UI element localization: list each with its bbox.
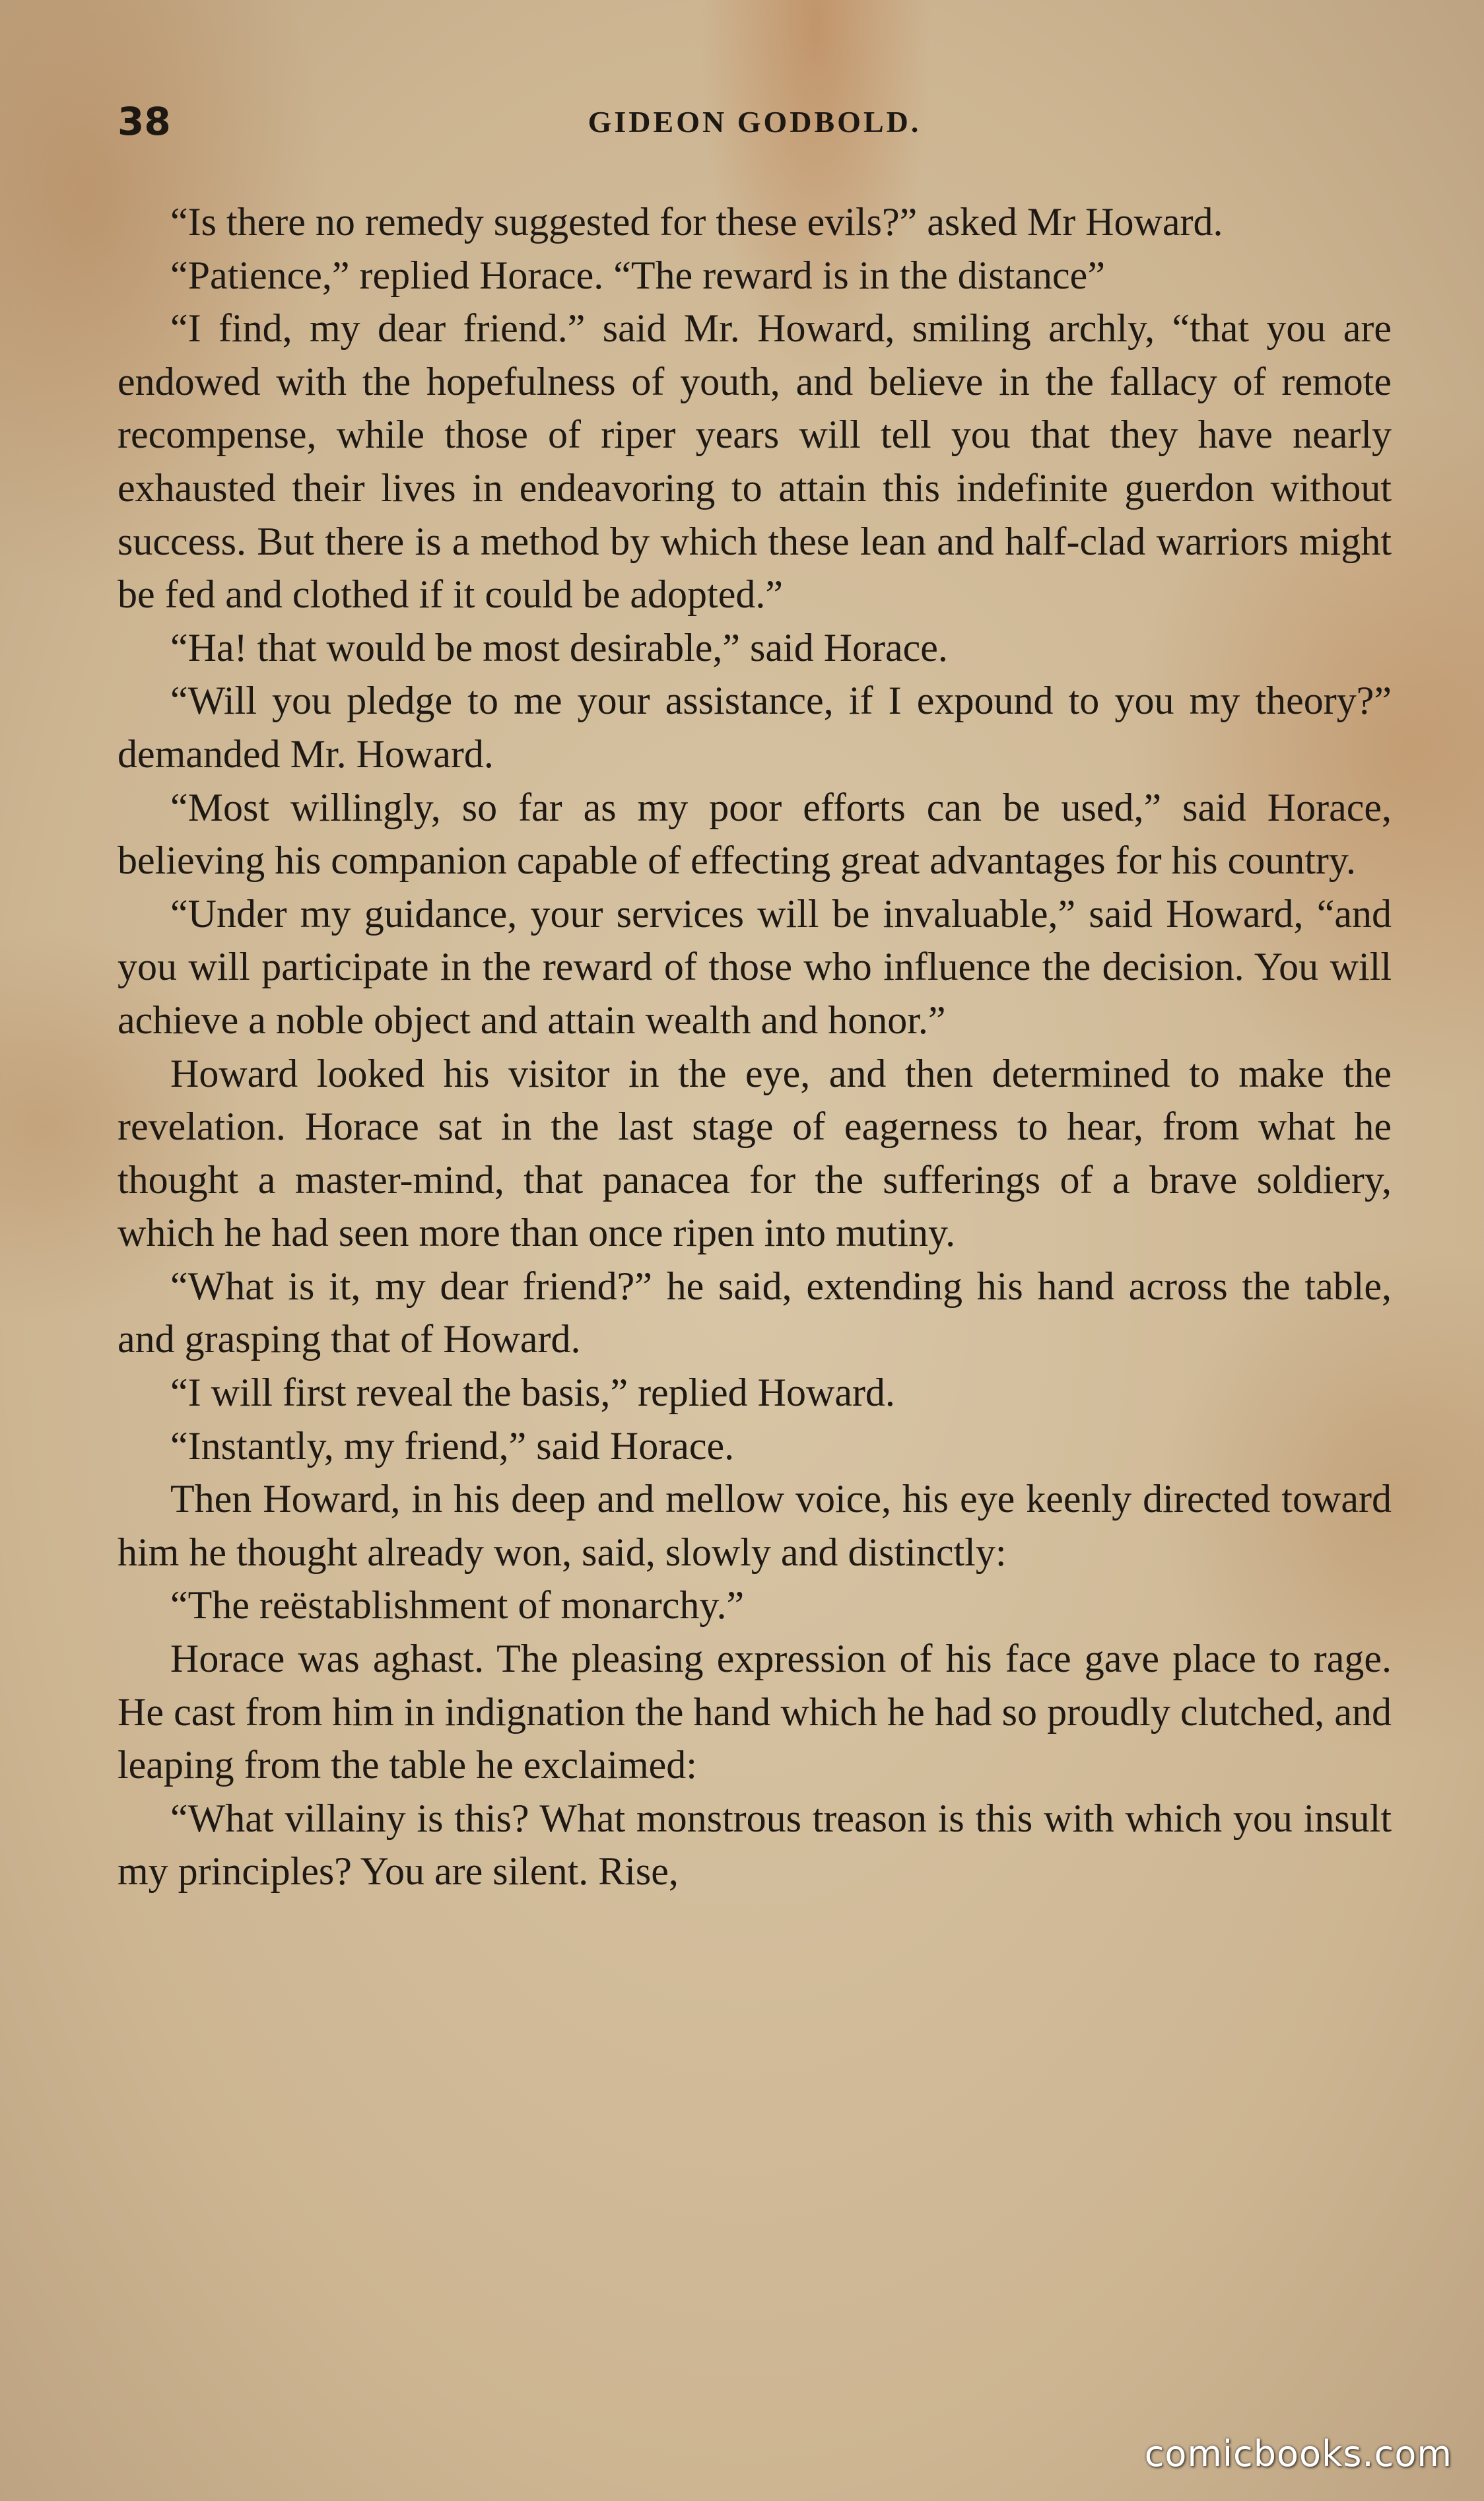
paragraph: Then Howard, in his deep and mellow voice, his eye keenly directed toward him he thought already won, said, slowly and distinctly: [118,1477,1392,1574]
paragraph: “Most willingly, so far as my poor efforts can be used,” said Horace, believing his companion capable of effecting great advantages for his country. [118,785,1392,883]
body-text [118,195,1392,1898]
paragraph: Howard looked his visitor in the eye, and then determined to make the revelation. Horace sat in the last stage of eagerness to hear, from what he thought a master-mind, that panacea for the sufferings of a brave soldiery, which he had seen more than once ripen into mutiny. [118,1051,1392,1255]
site-watermark: comicbooks.com [1144,2433,1452,2475]
paragraph: “Ha! that would be most desirable,” said Horace. [170,625,948,669]
paragraph: “I find, my dear friend.” said Mr. Howard, smiling archly, “that you are endowed with the hopefulness of youth, and believe in the fallacy of remote recompense, while those of riper years will tell you that they have nearly exhausted their lives in endeavoring to attain this indefinite guerdon without success. But there is a method by which these lean and half-clad warriors might be fed and clothed if it could be adopted.” [118,306,1392,617]
paragraph: Horace was aghast. The pleasing expression of his face gave place to rage. He cast from him in indignation the hand which he had so proudly clutched, and leaping from the table he exclaimed: [118,1637,1392,1787]
paragraph: “Patience,” replied Horace. “The reward is in the distance” [170,253,1105,297]
paragraph: “What villainy is this? What monstrous treason is this with which you insult my principles? You are silent. Rise, [118,1796,1392,1894]
paragraph: “Will you pledge to me your assistance, if I expound to you my theory?” demanded Mr. Howard. [118,679,1392,776]
paragraph: “Is there no remedy suggested for these evils?” asked Mr Howard. [170,200,1223,244]
paragraph: “Under my guidance, your services will be invaluable,” said Howard, “and you will participate in the reward of those who influence the decision. You will achieve a noble object and attain wealth and honor.” [118,891,1392,1042]
paragraph: “The reëstablishment of monarchy.” [170,1583,745,1627]
running-head: GIDEON GODBOLD. [588,105,922,139]
page-header [118,99,1392,152]
paragraph: “What is it, my dear friend?” he said, extending his hand across the table, and grasping that of Howard. [118,1264,1392,1361]
page-number: 38 [118,99,171,144]
paragraph: “Instantly, my friend,” said Horace. [170,1423,735,1468]
paragraph: “I will first reveal the basis,” replied Howard. [170,1371,895,1415]
